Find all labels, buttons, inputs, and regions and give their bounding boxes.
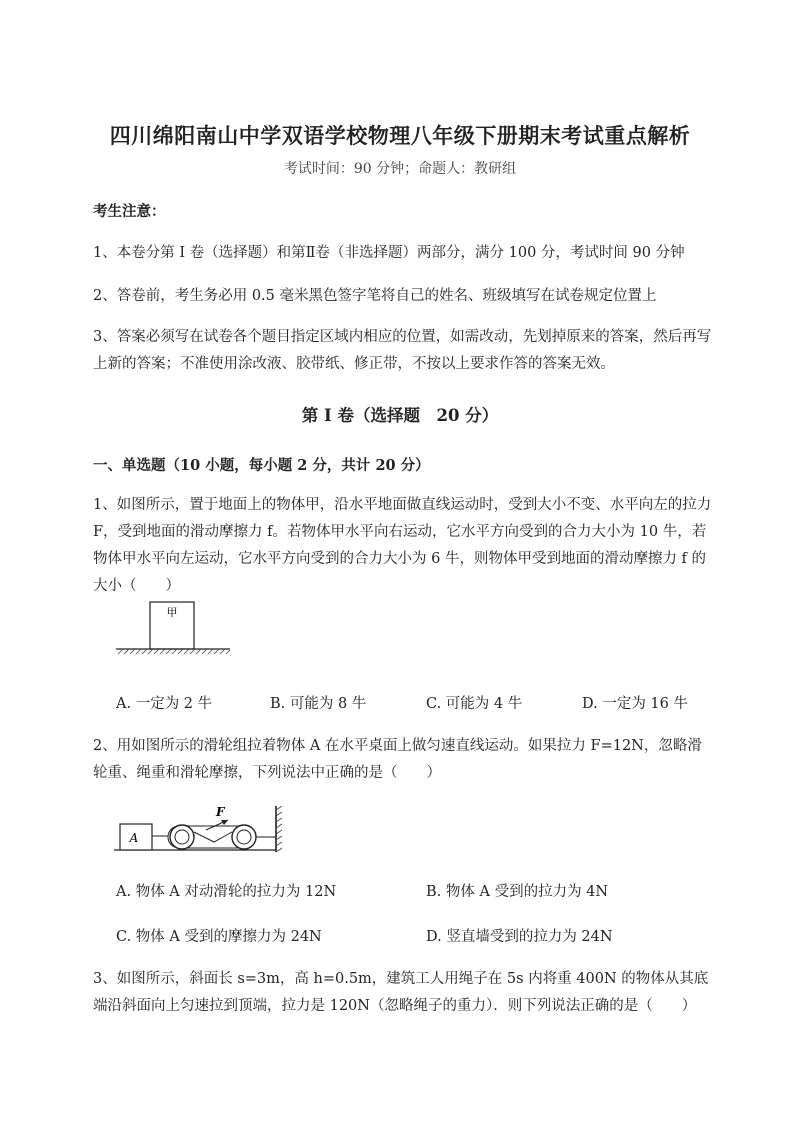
force-label: F <box>216 805 225 819</box>
question-2-option-a[interactable]: A. 物体 A 对动滑轮的拉力为 12N <box>116 884 337 900</box>
question-1-option-c[interactable]: C. 可能为 4 牛 <box>426 696 523 712</box>
ground-hatch <box>118 649 230 654</box>
page-title: 四川绵阳南山中学双语学校物理八年级下册期末考试重点解析 <box>109 123 691 148</box>
notice-heading: 考生注意： <box>93 203 166 220</box>
question-2-option-d[interactable]: D. 竖直墙受到的拉力为 24N <box>426 929 613 945</box>
part-heading: 一、单选题（10 小题，每小题 2 分，共计 20 分） <box>93 457 430 474</box>
block-a-label: A <box>129 831 139 845</box>
notice-item-1: 1、本卷分第 I 卷（选择题）和第Ⅱ卷（非选择题）两部分，满分 100 分，考试时间 90 分钟 <box>93 245 685 261</box>
rope-zigzag <box>194 832 232 842</box>
wall-hatch <box>276 806 282 852</box>
fixed-pulley <box>232 825 256 849</box>
exam-info: 考试时间：90 分钟；命题人：教研组 <box>283 161 517 177</box>
notice-item-2: 2、答卷前，考生务必用 0.5 毫米黑色签字笔将自己的姓名、班级填写在试卷规定位置上 <box>93 288 657 304</box>
question-2-figure <box>110 802 290 858</box>
question-1-figure <box>114 596 234 660</box>
block-jia-label: 甲 <box>166 606 178 619</box>
question-1-option-d[interactable]: D. 一定为 16 牛 <box>582 696 688 712</box>
question-1-option-b[interactable]: B. 可能为 8 牛 <box>270 696 367 712</box>
question-3-stem: 3、如图所示，斜面长 s=3m，高 h=0.5m，建筑工人用绳子在 5s 内将重 400N 的物体从其底端沿斜面向上匀速拉到顶端，拉力是 120N（忽略绳子的重力）．则下列说法正确的是（ ） <box>93 971 709 1014</box>
question-2-option-c[interactable]: C. 物体 A 受到的摩擦力为 24N <box>116 929 322 945</box>
question-2-stem: 2、用如图所示的滑轮组拉着物体 A 在水平桌面上做匀速直线运动。如果拉力 F=12N，忽略滑轮重、绳重和滑轮摩擦，下列说法中正确的是（ ） <box>93 738 702 781</box>
question-1-stem: 1、如图所示，置于地面上的物体甲，沿水平地面做直线运动时，受到大小不变、水平向左的拉力 F，受到地面的滑动摩擦力 f。若物体甲水平向右运动，它水平方向受到的合力大小为 10 牛，若物体甲水平向左运动，它水平方向受到的合力大小为 6 牛，则物体甲受到地面的滑动摩擦力 f 的大小（ ） <box>93 497 712 594</box>
question-2-option-b[interactable]: B. 物体 A 受到的拉力为 4N <box>426 884 609 900</box>
question-1-option-a[interactable]: A. 一定为 2 牛 <box>116 696 213 712</box>
moving-pulley <box>170 825 194 849</box>
notice-item-3: 3、答案必须写在试卷各个题目指定区域内相应的位置，如需改动，先划掉原来的答案，然后再写上新的答案；不准使用涂改液、胶带纸、修正带，不按以上要求作答的答案无效。 <box>93 329 712 372</box>
section-title: 第 I 卷（选择题 20 分） <box>301 406 499 425</box>
